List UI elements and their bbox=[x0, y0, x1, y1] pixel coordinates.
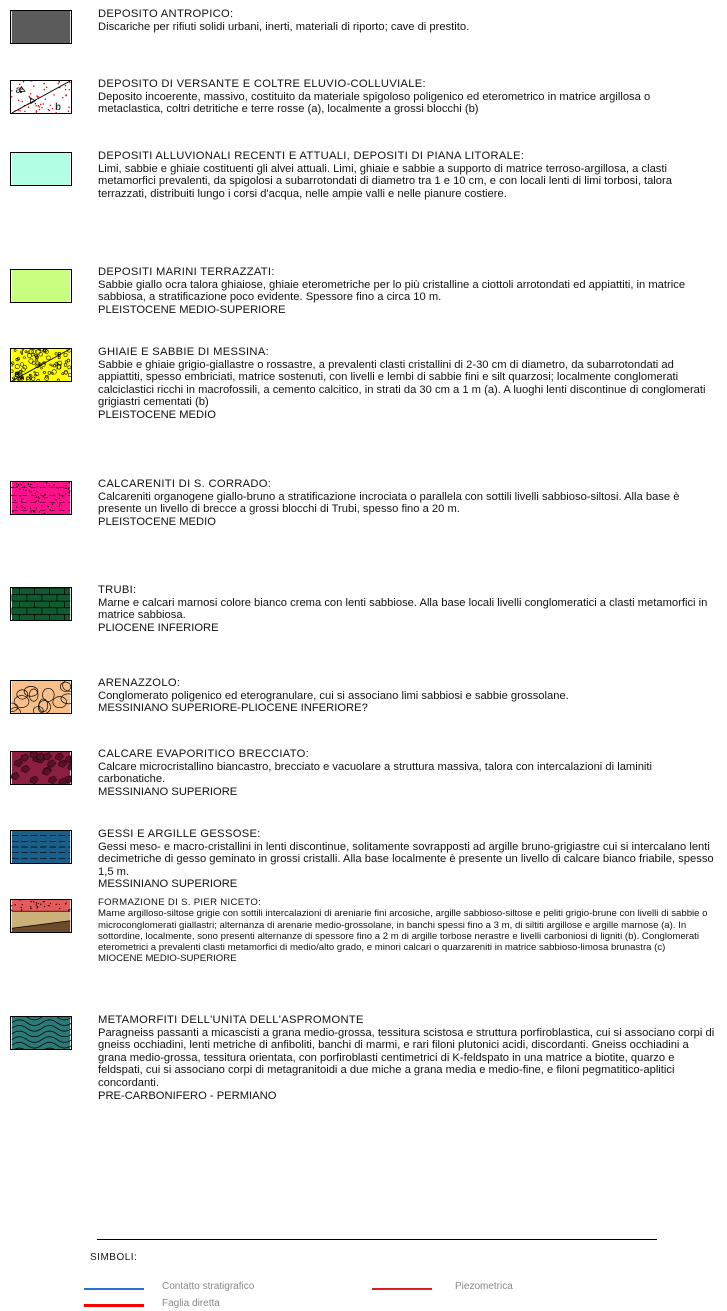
svg-text:b: b bbox=[55, 102, 61, 113]
legend-text bbox=[98, 8, 718, 33]
unit-age: PLIOCENE INFERIORE bbox=[98, 621, 219, 634]
breccia-swatch bbox=[10, 751, 72, 785]
unit-description: Sabbie giallo ocra talora ghiaiose, ghiaie eterometriche per lo più cristalline a ciottoli arrotondati ed appiattiti, in matrice sabbiosa, a stratificazione poco evidente. Spessore fino a circa 10 m. bbox=[98, 278, 686, 304]
alluvial-swatch bbox=[10, 152, 72, 186]
piezometric-line-sample bbox=[372, 1288, 432, 1290]
marine-swatch bbox=[10, 269, 72, 303]
fault-line-sample bbox=[84, 1304, 144, 1307]
messina-swatch bbox=[10, 348, 72, 382]
unit-description: Paragneiss passanti a micascisti a grana medio-grossa, tessitura scistosa e struttura porfiroblastica, cui si associano corpi di gneiss occhiadini, lenti metriche di anfiboliti, banchi di marmi, e rari filoni plutonici acidi, discordanti. Gneiss occhiadini a grana medio-grossa, tessitura orientata, con porfiroblasti centimetrici di K-feldspato in una matrice a biotite, quarzo e feldspati, cui si associano corpi di metagranitoidi a due miche a grana media e medio-fine, e filoni pegmatitico-aplitici concordanti. bbox=[98, 1026, 715, 1089]
contact-line-sample bbox=[84, 1288, 144, 1290]
fault-label: Faglia diretta bbox=[162, 1298, 220, 1309]
svg-text:b: b bbox=[56, 361, 62, 373]
unit-title: METAMORFITI DELL'UNITA DELL'ASPROMONTE bbox=[98, 1014, 364, 1026]
legend-text bbox=[98, 78, 718, 116]
unit-description: Conglomerato poligenico ed eterogranulare, cui si associano limi sabbiosi e sabbie grossolane. bbox=[98, 689, 569, 702]
unit-description: Calcare microcristallino biancastro, brecciato e vacuolare a struttura massiva, talora con intercalazioni di laminiti carbonatiche. bbox=[98, 760, 653, 786]
unit-title: GESSI E ARGILLE GESSOSE: bbox=[98, 828, 261, 840]
legend-text bbox=[98, 897, 718, 965]
legend-text bbox=[98, 828, 718, 891]
svg-text:a: a bbox=[15, 85, 22, 97]
legend-text bbox=[98, 150, 718, 200]
corrado-swatch bbox=[10, 481, 72, 515]
legend-text bbox=[98, 748, 718, 798]
arenazzolo-swatch bbox=[10, 680, 72, 714]
unit-title: DEPOSITI MARINI TERRAZZATI: bbox=[98, 266, 275, 278]
unit-title: CALCARE EVAPORITICO BRECCIATO: bbox=[98, 748, 310, 760]
pierniceto-swatch bbox=[10, 899, 72, 933]
anthropic-swatch bbox=[10, 10, 72, 44]
unit-age: MIOCENE MEDIO-SUPERIORE bbox=[98, 953, 237, 965]
contact-label: Contatto stratigrafico bbox=[162, 1281, 255, 1292]
legend-text bbox=[98, 1014, 718, 1102]
legend-text bbox=[98, 478, 718, 528]
unit-description: Deposito incoerente, massivo, costituito da materiale spigoloso poligenico ed eterometrico in matrice argillosa o metaclastica, coltri detritiche e terre rosse (a), localmente a grossi blocchi (b) bbox=[98, 90, 651, 116]
symbols-separator bbox=[97, 1239, 657, 1240]
piezometric-label: Piezometrica bbox=[455, 1281, 513, 1292]
symbols-title: SIMBOLI: bbox=[90, 1252, 138, 1263]
unit-title: GHIAIE E SABBIE DI MESSINA: bbox=[98, 346, 269, 358]
trubi-swatch bbox=[10, 587, 72, 621]
unit-description: Marne e calcari marnosi colore bianco crema con lenti sabbiose. Alla base locali livelli conglomeratici a clasti metamorfici in matrice sabbiosa. bbox=[98, 596, 708, 622]
unit-description: Discariche per rifiuti solidi urbani, inerti, materiali di riporto; cave di prestito. bbox=[98, 20, 470, 33]
legend-text bbox=[98, 346, 718, 422]
unit-age: MESSINIANO SUPERIORE bbox=[98, 785, 238, 798]
unit-age: PRE-CARBONIFERO - PERMIANO bbox=[98, 1089, 277, 1102]
gessi-swatch bbox=[10, 830, 72, 864]
unit-description: Calcareniti organogene giallo-bruno a stratificazione incrociata o parallela con sottili livelli sabbioso-siltosi. Alla base è presente un livello di brecce a grossi blocchi di Trubi, spesso fino a 20 m. bbox=[98, 490, 680, 516]
unit-age: MESSINIANO SUPERIORE bbox=[98, 878, 238, 891]
legend-text bbox=[98, 266, 718, 316]
legend-text bbox=[98, 584, 718, 634]
versante-swatch bbox=[10, 80, 72, 114]
svg-text:a: a bbox=[14, 369, 21, 381]
unit-description: Sabbie e ghiaie grigio-giallastre o rossastre, a prevalenti clasti cristallini di 2-30 cm di diametro, da subarrotondati ad appiattiti, spesso embriciati, matrice sostenuti, con livelli e lembi di sabbie fini e silt quarzosi; localmente conglomerati calciclastici ricchi in macrofossili, a cemento calcitico, in strati da 30 cm a 1 m (a). A luoghi lenti discontinue di conglomerati grigiastri cementati (b) bbox=[98, 358, 706, 409]
unit-description: Gessi meso- e macro-cristallini in lenti discontinue, solitamente sovrapposti ad argille bruno-grigiastre cui si intercalano lenti decimetriche di gesso geminato in grossi cristalli. Alla base localmente è presente un livello di calcare bianco friabile, spesso 1,5 m. bbox=[98, 840, 714, 878]
unit-title: DEPOSITO DI VERSANTE E COLTRE ELUVIO-COLLUVIALE: bbox=[98, 78, 426, 90]
unit-title: FORMAZIONE DI S. PIER NICETO: bbox=[98, 897, 262, 908]
unit-title: CALCARENITI DI S. CORRADO: bbox=[98, 478, 272, 490]
unit-age: PLEISTOCENE MEDIO bbox=[98, 408, 216, 421]
unit-title: ARENAZZOLO: bbox=[98, 677, 181, 689]
metamorfiti-swatch bbox=[10, 1016, 72, 1050]
unit-description: Marne argilloso-siltose grigie con sottili intercalazioni di areniarie fini arcosiche, argille sabbioso-siltose e peliti grigio-brune con livelli di sabbie o microconglomerati giallastri; alternanza di arenarie medio-grossolane, in banchi spessi fino a 3 m, di siltiti argillose e argille marnose (a). In sottordine, localmente, sono presenti alternanze di spessore fino a 2 m di argille torbose nerastre e livelli carboniosi di ligniti (b). Conglomerati eterometrici a prevalenti clasti metamorfici di medio/alto grado, e minori calcari o quarzareniti in matrice sabbioso-limosa brunastra (c) bbox=[98, 908, 708, 954]
unit-title: DEPOSITO ANTROPICO: bbox=[98, 8, 234, 20]
unit-description: Limi, sabbie e ghiaie costituenti gli alvei attuali. Limi, ghiaie e sabbie a supporto di matrice terroso-argillosa, a clasti metamorfici prevalenti, da spigolosi a subarrotondati di diametro tra 1 e 10 cm, e con locali lenti di limi torbosi, talora terrazzati, distribuiti lungo i corsi d'acqua, nelle ampie valli e nelle pianure costiere. bbox=[98, 162, 672, 200]
unit-age: MESSINIANO SUPERIORE-PLIOCENE INFERIORE? bbox=[98, 702, 368, 715]
unit-title: DEPOSITI ALLUVIONALI RECENTI E ATTUALI, DEPOSITI DI PIANA LITORALE: bbox=[98, 150, 525, 162]
unit-title: TRUBI: bbox=[98, 584, 137, 596]
unit-age: PLEISTOCENE MEDIO bbox=[98, 515, 216, 528]
unit-age: PLEISTOCENE MEDIO-SUPERIORE bbox=[98, 303, 286, 316]
legend-text bbox=[98, 677, 718, 715]
